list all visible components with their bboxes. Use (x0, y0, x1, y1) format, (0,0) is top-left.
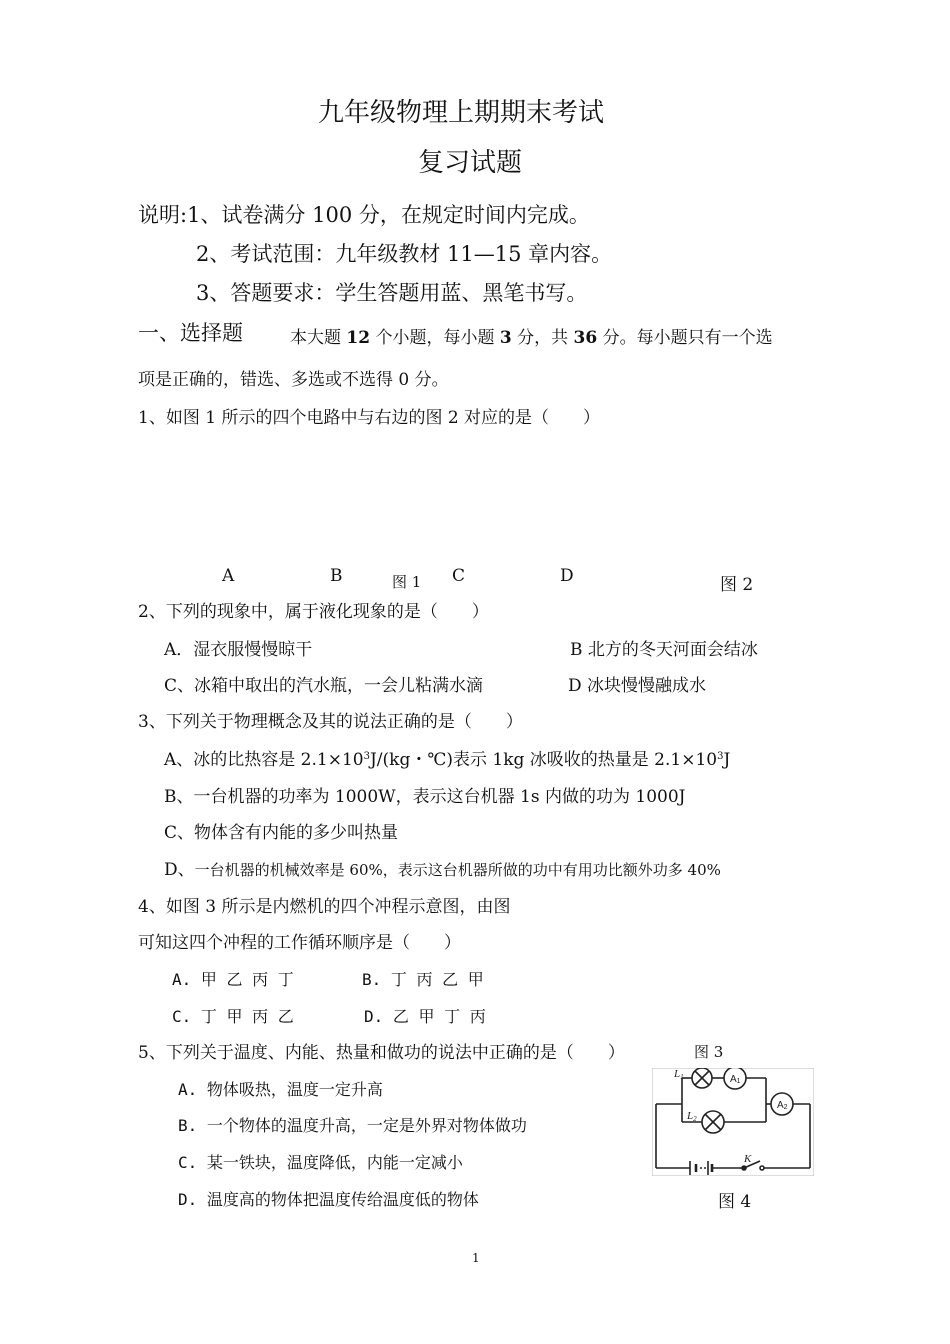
section-description-line-2: 项是正确的，错选、多选或不选得 0 分。 (138, 370, 449, 390)
q1-figure-2-caption: 图 2 (720, 575, 754, 595)
section-heading: 一、选择题 (138, 321, 243, 345)
q3-option-b: B、一台机器的功率为 1000W，表示这台机器 1s 内做的功为 1000J (164, 787, 686, 807)
q3-option-c: C、物体含有内能的多少叫热量 (164, 823, 399, 843)
label-subscript: 2 (783, 1104, 788, 1111)
q5-option-b: B. 一个物体的温度升高，一定是外界对物体做功 (178, 1116, 527, 1135)
q2-option-a: A．湿衣服慢慢晾干 (164, 640, 313, 660)
points-each: 3 (499, 328, 512, 348)
q1-figure-1-caption: 图 1 (392, 573, 422, 591)
q5-option-a: A. 物体吸热，温度一定升高 (178, 1080, 383, 1099)
q3-option-d-prefix: D、 (164, 860, 195, 880)
q3-option-a (164, 752, 730, 769)
circuit-diagram (652, 1068, 814, 1176)
page-number: 1 (472, 1251, 480, 1265)
q2-option-d: D 冰块慢慢融成水 (568, 676, 707, 696)
q4-option-c: C. 丁 甲 丙 乙 (172, 1007, 294, 1026)
label-text: L (674, 1068, 681, 1080)
label-text: A (730, 1074, 737, 1085)
figure-4-caption: 图 4 (718, 1192, 752, 1212)
section-desc-part: 分。每小题只有一个选 (597, 328, 773, 348)
q3-option-a-part: A、冰的比热容是 2.1×10 (164, 750, 364, 770)
question-1-stem: 1、如图 1 所示的四个电路中与右边的图 2 对应的是（ ） (138, 408, 601, 428)
question-3-stem: 3、下列关于物理概念及其的说法正确的是（ ） (138, 712, 523, 732)
label-subscript: 1 (736, 1078, 741, 1085)
label-l1 (673, 1068, 684, 1081)
section-desc-part: 个小题，每小题 (370, 328, 500, 348)
q3-option-a-part: J/(kg・℃)表示 1kg 冰吸收的热量是 2.1×10 (369, 750, 718, 770)
page-subtitle: 复习试题 (418, 148, 523, 178)
question-4-stem-1: 4、如图 3 所示是内燃机的四个冲程示意图，由图 (138, 897, 511, 917)
section-desc-part: 本大题 (290, 328, 347, 348)
question-4-stem-2: 可知这四个冲程的工作循环顺序是（ ） (138, 933, 461, 953)
q2-option-b: B 北方的冬天河面会结冰 (570, 640, 758, 660)
label-a1 (730, 1074, 741, 1085)
label-text: A (777, 1100, 784, 1111)
points-total: 36 (573, 328, 598, 348)
label-subscript: 1 (680, 1073, 684, 1081)
exponent: 3 (363, 751, 370, 762)
q3-option-d (164, 862, 721, 879)
section-description (290, 330, 773, 347)
q5-option-d: D. 温度高的物体把温度传给温度低的物体 (178, 1190, 479, 1209)
label-text: L (687, 1110, 694, 1122)
switch-contact (760, 1166, 764, 1170)
exponent: 3 (717, 751, 724, 762)
label-l2 (686, 1110, 697, 1123)
label-switch-k: K (744, 1153, 752, 1165)
page-title: 九年级物理上期期末考试 (318, 98, 605, 128)
label-a2 (777, 1100, 788, 1111)
q1-label-a: A (222, 566, 235, 586)
question-2-stem: 2、下列的现象中，属于液化现象的是（ ） (138, 602, 489, 622)
question-count: 12 (346, 328, 371, 348)
figure-3-caption: 图 3 (694, 1043, 724, 1061)
q1-label-b: B (330, 566, 343, 586)
instruction-line-3: 3、答题要求：学生答题用蓝、黑笔书写。 (196, 281, 588, 305)
q4-option-d: D. 乙 甲 丁 丙 (364, 1007, 486, 1026)
q4-option-b: B. 丁 丙 乙 甲 (362, 970, 484, 989)
q5-option-c: C. 某一铁块，温度降低，内能一定减小 (178, 1153, 463, 1172)
question-5-stem: 5、下列关于温度、内能、热量和做功的说法中正确的是（ ） (138, 1043, 625, 1063)
q1-label-c: C (452, 566, 466, 586)
instruction-line-1: 说明:1、试卷满分 100 分，在规定时间内完成。 (138, 203, 590, 227)
label-subscript: 2 (693, 1115, 697, 1123)
q3-option-a-part: J (723, 750, 731, 770)
q1-label-d: D (560, 566, 574, 586)
instruction-line-2: 2、考试范围：九年级教材 11—15 章内容。 (196, 242, 613, 266)
q2-option-c: C、冰箱中取出的汽水瓶，一会儿粘满水滴 (164, 676, 484, 696)
q4-option-a: A. 甲 乙 丙 丁 (172, 970, 294, 989)
section-desc-part: 分，共 (511, 328, 574, 348)
q3-option-d-text: 一台机器的机械效率是 60%，表示这台机器所做的功中有用功比额外功多 40% (194, 861, 721, 879)
